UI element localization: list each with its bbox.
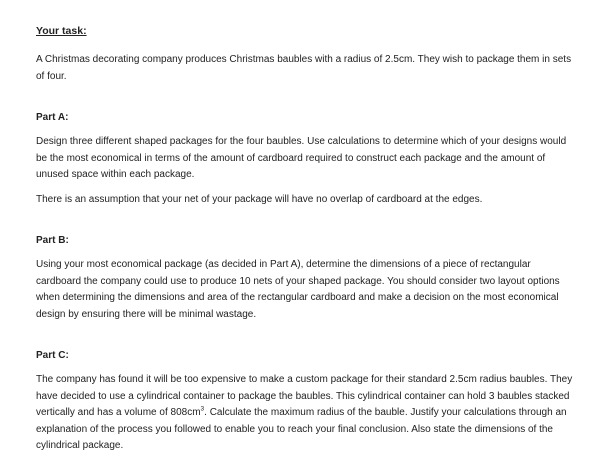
part-a-paragraph-2: There is an assumption that your net of your package will have no overlap of cardboard at the edges. (36, 193, 483, 205)
task-title: Your task: (36, 25, 87, 37)
part-b-heading: Part B: (36, 235, 69, 246)
part-c-text-after: . Calculate the maximum radius of the bauble. Justify your calculations through an explanation of the process you followed to enable you to reach your final conclusion. Also state the dimensions of the cylindrical package. (36, 407, 567, 451)
task-document (36, 24, 576, 463)
part-c-heading: Part C: (36, 350, 69, 361)
part-c-paragraph-1 (36, 372, 576, 455)
part-b-paragraph-1: Using your most economical package (as decided in Part A), determine the dimensions of a piece of rectangular cardboard the company could use to produce 10 nets of your shaped package. You should consider two layout options when determining the dimensions and area of the rectangular cardboard and make a decision on the most economical design by ensuring there will be minimal wastage. (36, 259, 560, 320)
cubed-superscript: 3 (200, 405, 205, 413)
part-c-section (36, 349, 576, 455)
part-a-paragraph-1: Design three different shaped packages for the four baubles. Use calculations to determine which of your designs would be the most economical in terms of the amount of cardboard required to construct each package and the amount of unused space within each package. (36, 136, 567, 180)
part-c-text-before: The company has found it will be too expensive to make a custom package for their standard 2.5cm radius baubles. They have decided to use a cylindrical container to package the baubles. This cylindrical container can hold 3 baubles stacked vertically and has a volume of 808cm (36, 374, 573, 418)
part-a-heading: Part A: (36, 112, 69, 123)
intro-paragraph: A Christmas decorating company produces Christmas baubles with a radius of 2.5cm. They wish to package them in sets of four. (36, 54, 572, 82)
part-a-section (36, 111, 576, 208)
part-b-section (36, 234, 576, 323)
